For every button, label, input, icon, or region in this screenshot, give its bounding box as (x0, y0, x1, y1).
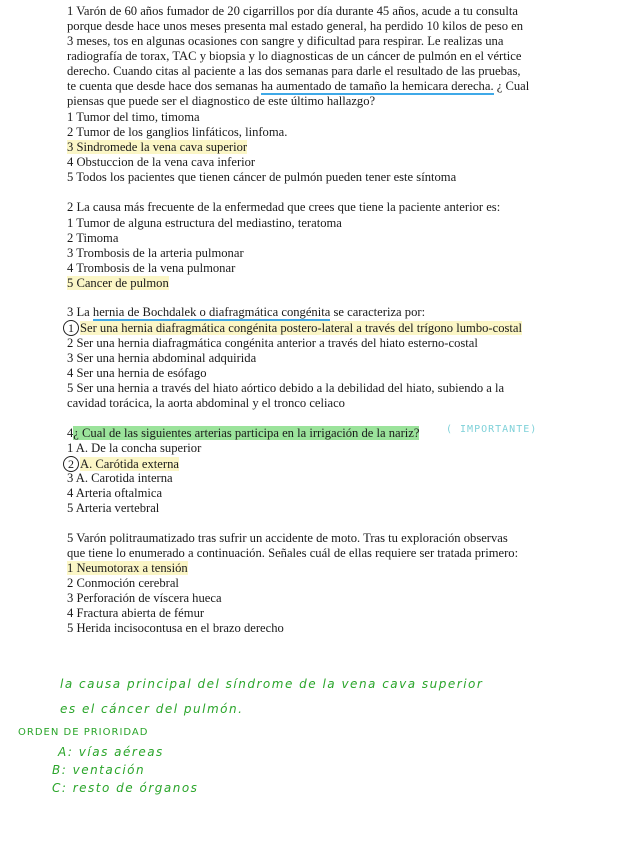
q4-option-2-text: A. Carótida externa (80, 457, 179, 471)
q3-option-5: 5 Ser una hernia a través del hiato aórtico debido a la debilidad del hiato, subiendo a la (67, 381, 505, 395)
q1-stem-line3: 3 meses, tos en algunas ocasiones con sangre y dificultad para respirar. Le realizas una (67, 34, 504, 48)
handwritten-priority-heading: ORDEN DE PRIORIDAD (18, 727, 149, 738)
q1-stem-line6-pre: te cuenta que desde hace dos semanas (67, 79, 262, 93)
q1-stem-line4: radiografía de torax, TAC y biopsia y lo diagnosticas de un cáncer de pulmón en el vértice (67, 49, 522, 63)
q1-stem-line6-post: ¿ Cual (493, 79, 530, 93)
handwritten-priority-a: A: vías aéreas (58, 745, 164, 759)
q3-stem-post: se caracteriza por: (330, 305, 426, 319)
q2-option-3: 3 Trombosis de la arteria pulmonar (67, 246, 244, 260)
q3-option-4: 4 Ser una hernia de esófago (67, 366, 207, 380)
handwritten-note-line2: es el cáncer del pulmón. (60, 702, 244, 716)
q1-stem-line2: porque desde hace unos meses presenta mal estado general, ha perdido 10 kilos de peso en (67, 19, 524, 33)
q1-stem-line1: 1 Varón de 60 años fumador de 20 cigarrillos por día durante 45 años, acude a tu consulta (67, 4, 518, 18)
q1-option-5: 5 Todos los pacientes que tienen cáncer de pulmón pueden tener este síntoma (67, 170, 457, 184)
q3-option-1 (67, 320, 522, 336)
q2-stem: 2 La causa más frecuente de la enfermedad que crees que tiene la paciente anterior es: (67, 200, 501, 214)
answer-circle: 2 (63, 456, 79, 472)
handwritten-priority-c: C: resto de órganos (52, 781, 199, 795)
q5-option-1 (67, 561, 188, 576)
q3-highlighted-term: hernia de Bochdalek o diafragmática congénita (92, 305, 331, 319)
q2-option-5-text: 5 Cancer de pulmon (67, 276, 169, 290)
q1-option-3 (67, 140, 247, 155)
q3-option-3: 3 Ser una hernia abdominal adquirida (67, 351, 257, 365)
q1-option-4: 4 Obstuccion de la vena cava inferior (67, 155, 256, 169)
q5-stem-line2: que tiene lo enumerado a continuación. Señales cuál de ellas requiere ser tratada primero: (67, 546, 519, 560)
q1-highlighted-finding: ha aumentado de tamaño la hemicara derecha. (261, 79, 494, 93)
q1-stem-line5: derecho. Cuando citas al paciente a las dos semanas para darle el resultado de las pruebas, (67, 64, 521, 78)
q3-option-5-cont: cavidad torácica, la aorta abdominal y el tronco celiaco (67, 396, 345, 410)
q5-option-1-text: 1 Neumotorax a tensión (67, 561, 188, 575)
q3-stem-pre: 3 La (67, 305, 93, 319)
q4-option-3: 3 A. Carotida interna (67, 471, 173, 485)
q1-stem-line7: piensas que puede ser el diagnostico de este último hallazgo? (67, 94, 376, 108)
q3-stem (67, 305, 425, 320)
q4-stem (67, 426, 419, 441)
handwritten-note-line1: la causa principal del síndrome de la vena cava superior (60, 677, 484, 691)
q5-option-3: 3 Perforación de víscera hueca (67, 591, 222, 605)
q4-number: 4 (67, 426, 74, 440)
q2-option-4: 4 Trombosis de la vena pulmonar (67, 261, 236, 275)
q4-option-2 (67, 456, 179, 472)
q4-stem-text: ¿ Cual de las siguientes arterias participa en la irrigación de la nariz? (73, 426, 420, 440)
handwritten-important-note: ( IMPORTANTE) (446, 424, 538, 435)
q2-option-2: 2 Timoma (67, 231, 119, 245)
q1-stem-line6 (67, 79, 529, 94)
q4-option-4: 4 Arteria oftalmica (67, 486, 163, 500)
q5-option-5: 5 Herida incisocontusa en el brazo derecho (67, 621, 284, 635)
q5-option-4: 4 Fractura abierta de fémur (67, 606, 205, 620)
q5-stem-line1: 5 Varón politraumatizado tras sufrir un accidente de moto. Tras tu exploración observas (67, 531, 508, 545)
handwritten-priority-b: B: ventación (52, 763, 146, 777)
q5-option-2: 2 Conmoción cerebral (67, 576, 179, 590)
q4-option-5: 5 Arteria vertebral (67, 501, 160, 515)
q2-option-5 (67, 276, 169, 291)
q1-option-2: 2 Tumor de los ganglios linfáticos, linfoma. (67, 125, 288, 139)
q3-option-1-text: Ser una hernia diafragmática congénita postero-lateral a través del trígono lumbo-costal (80, 321, 523, 335)
q4-option-1: 1 A. De la concha superior (67, 441, 202, 455)
q1-option-3-text: 3 Sindromede la vena cava superior (67, 140, 248, 154)
q2-option-1: 1 Tumor de alguna estructura del mediastino, teratoma (67, 216, 342, 230)
q3-option-2: 2 Ser una hernia diafragmática congénita anterior a través del hiato esterno-costal (67, 336, 478, 350)
answer-circle: 1 (63, 320, 79, 336)
q1-option-1: 1 Tumor del timo, timoma (67, 110, 200, 124)
